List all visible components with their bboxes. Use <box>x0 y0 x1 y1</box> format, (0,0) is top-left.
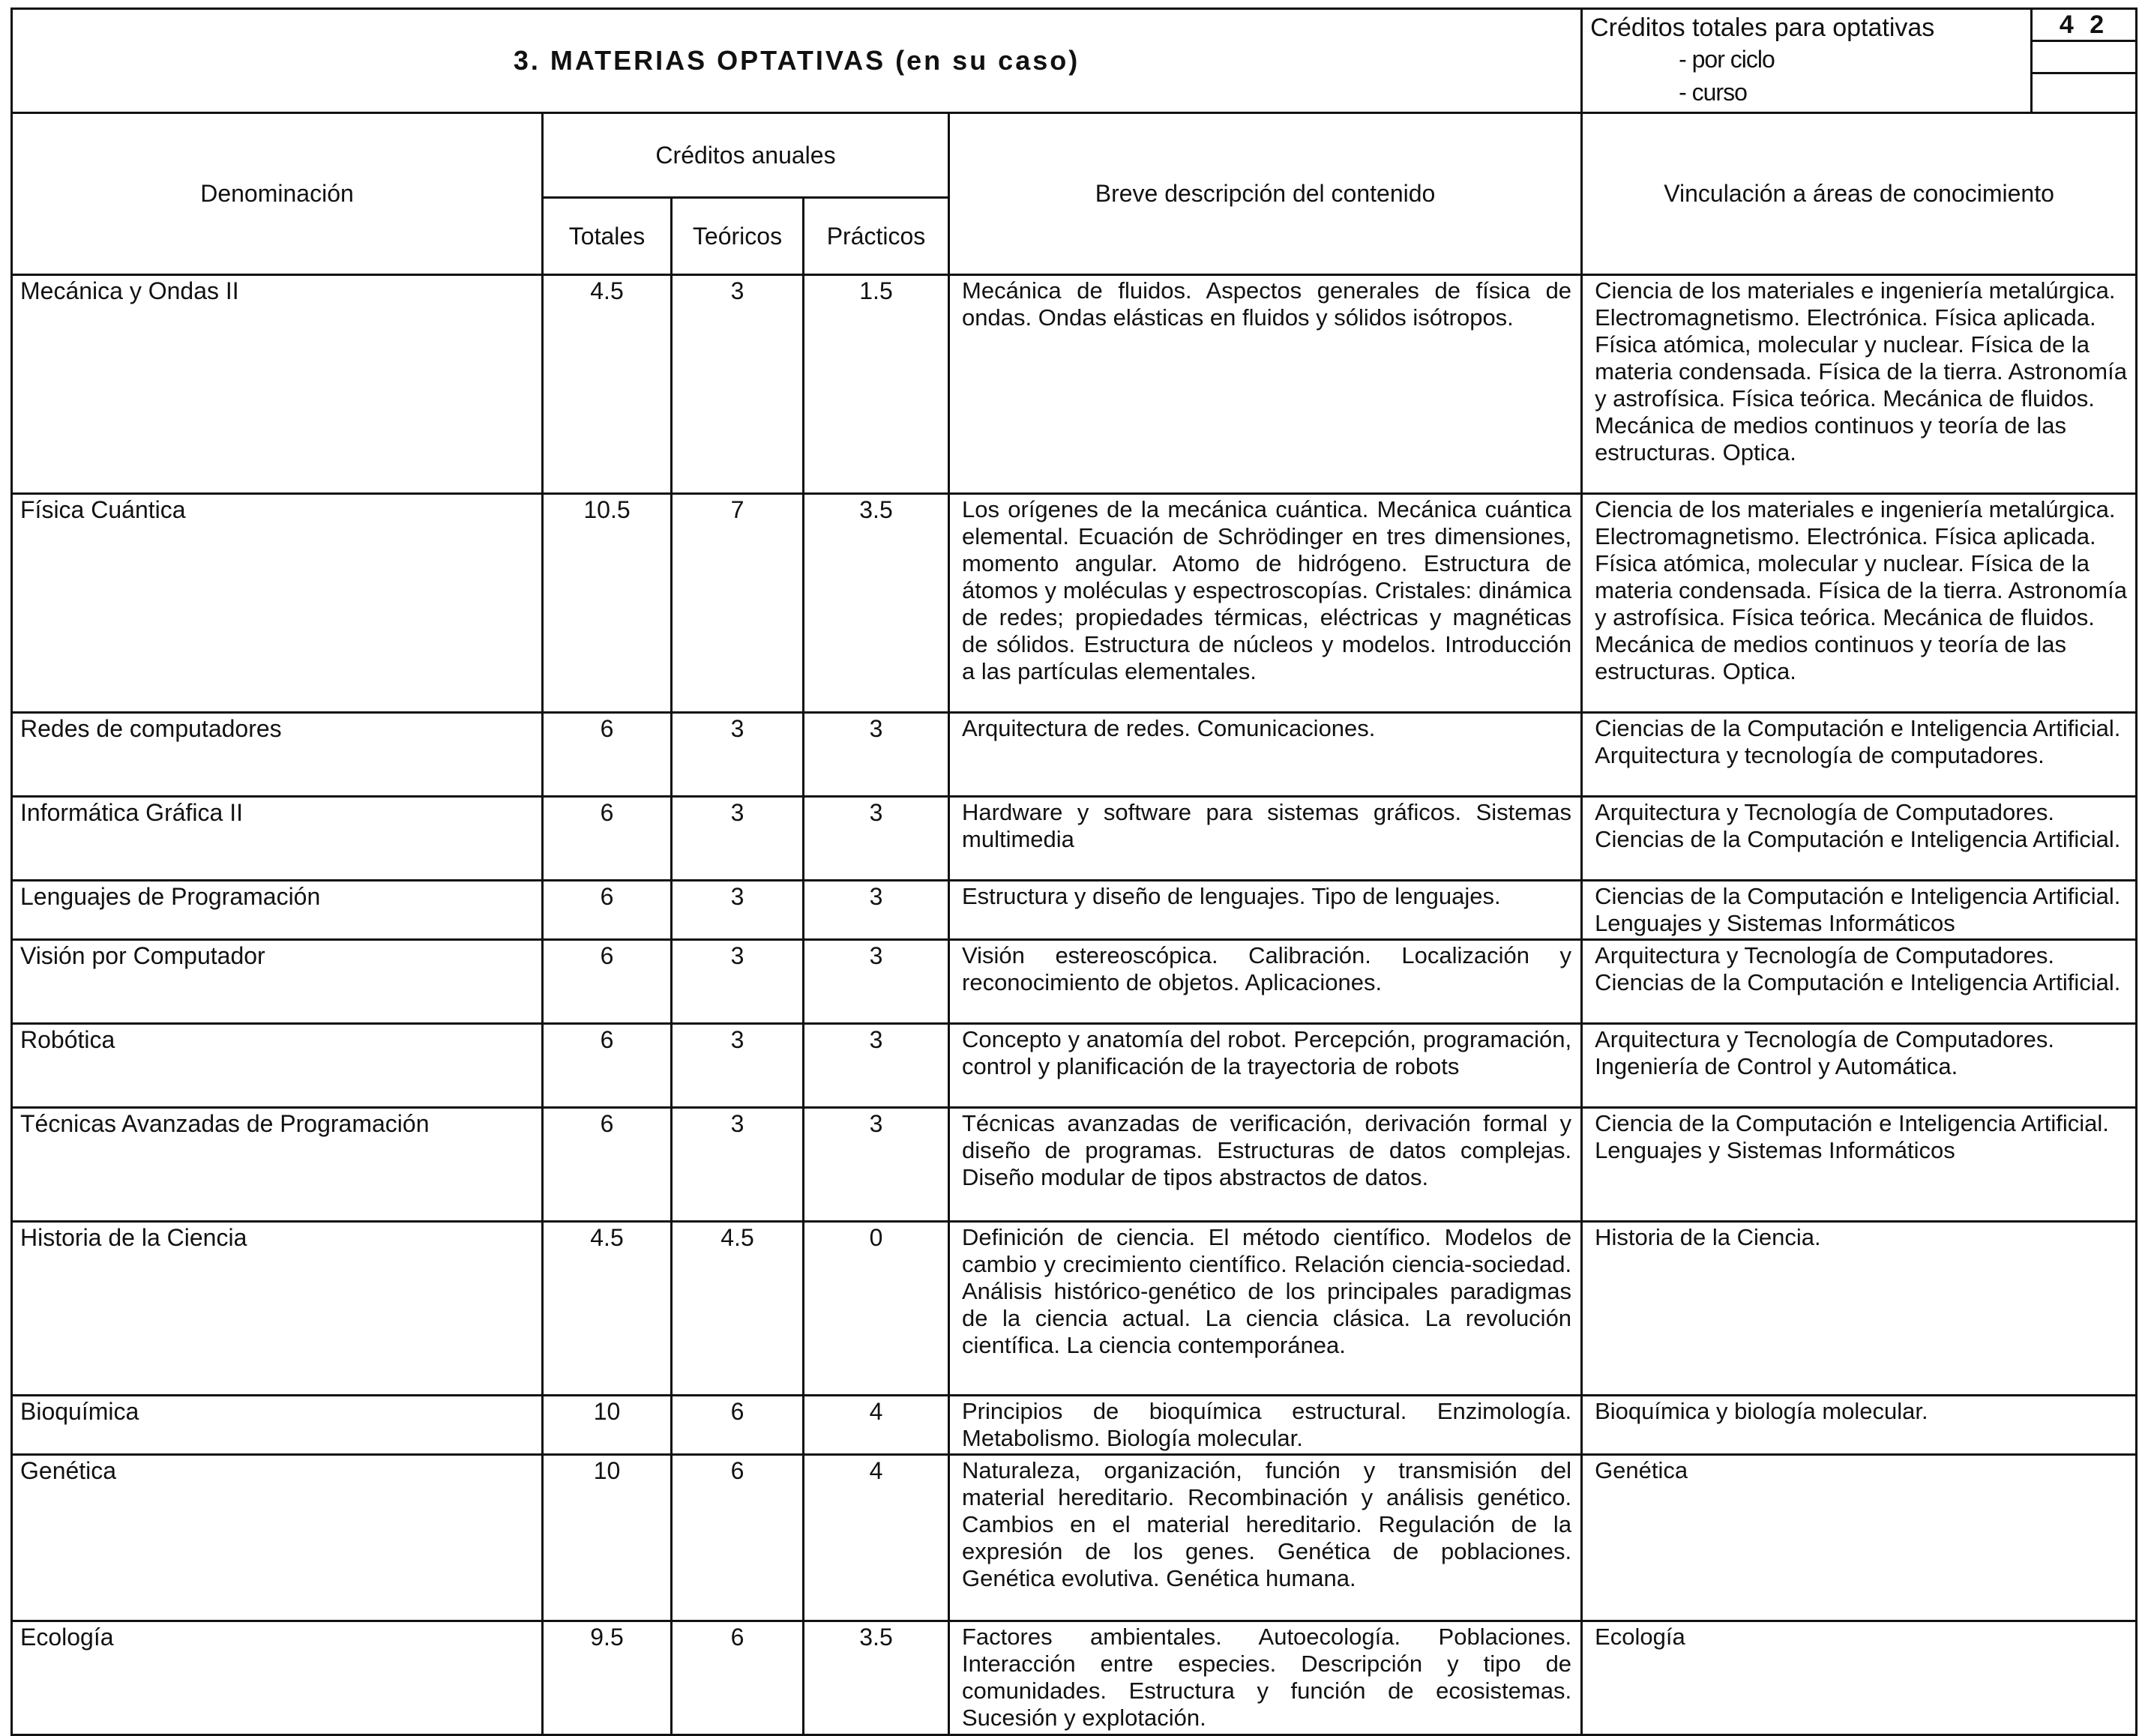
credits-practicos: 3 <box>804 940 949 1024</box>
knowledge-areas: Ciencia de los materiales e ingeniería metalúrgica. Electromagnetismo. Electrónica. Física aplicada. Física atómica, molecular y nuclear. Física de la materia condensada. Física de la tierra. Astronomía y astrofísica. Física teórica. Mecánica de fluidos. Mecánica de medios continuos y teoría de las estructuras. Optica. <box>1582 494 2137 713</box>
credits-totales: 6 <box>543 1024 672 1108</box>
document-page <box>10 7 2135 1736</box>
subject-description: Técnicas avanzadas de verificación, derivación formal y diseño de programas. Estructuras de datos complejas. Diseño modular de tipos abstractos de datos. <box>949 1108 1582 1222</box>
col-teoricos <box>672 198 804 275</box>
table-row <box>12 940 2137 1024</box>
credits-totales: 4.5 <box>543 1222 672 1396</box>
col-denominacion <box>12 113 543 275</box>
title-text: 3. MATERIAS OPTATIVAS (en su caso) <box>513 45 1080 76</box>
table-row <box>12 713 2137 797</box>
credits-teoricos: 6 <box>672 1455 804 1621</box>
credits-totales: 10 <box>543 1455 672 1621</box>
subject-name: Robótica <box>12 1024 543 1108</box>
por-ciclo-value <box>2033 42 2135 74</box>
credits-label: Créditos totales para optativas <box>1590 13 1935 42</box>
credits-totales: 6 <box>543 1108 672 1222</box>
credits-teoricos: 7 <box>672 494 804 713</box>
credits-practicos: 4 <box>804 1455 949 1621</box>
col-vinculacion <box>1582 113 2137 275</box>
table-row <box>12 1024 2137 1108</box>
table-row <box>12 1396 2137 1455</box>
credits-summary <box>1582 9 2032 113</box>
credits-teoricos: 4.5 <box>672 1222 804 1396</box>
credits-practicos: 3 <box>804 713 949 797</box>
credits-total-value: 4 2 <box>2033 10 2135 42</box>
col-totales <box>543 198 672 275</box>
subject-description: Hardware y software para sistemas gráficos. Sistemas multimedia <box>949 797 1582 881</box>
credits-totales: 6 <box>543 797 672 881</box>
table-row <box>12 881 2137 940</box>
subject-description: Arquitectura de redes. Comunicaciones. <box>949 713 1582 797</box>
credits-totales: 9.5 <box>543 1621 672 1735</box>
knowledge-areas: Ciencias de la Computación e Inteligencia Artificial. Arquitectura y tecnología de computadores. <box>1582 713 2137 797</box>
subject-name: Técnicas Avanzadas de Programación <box>12 1108 543 1222</box>
credits-totales: 6 <box>543 713 672 797</box>
subject-description: Definición de ciencia. El método científico. Modelos de cambio y crecimiento científico. Relación ciencia-sociedad. Análisis histórico-genético de los principales paradigmas de la ciencia actual. La ciencia clásica. La revolución científica. La ciencia contemporánea. <box>949 1222 1582 1396</box>
credits-teoricos: 3 <box>672 797 804 881</box>
col-practicos-label: Prácticos <box>826 222 926 250</box>
subject-name: Ecología <box>12 1621 543 1735</box>
credits-practicos: 4 <box>804 1396 949 1455</box>
knowledge-areas: Ciencia de la Computación e Inteligencia Artificial. Lenguajes y Sistemas Informáticos <box>1582 1108 2137 1222</box>
table-row <box>12 1621 2137 1735</box>
subject-name: Bioquímica <box>12 1396 543 1455</box>
subject-description: Concepto y anatomía del robot. Percepción, programación, control y planificación de la trayectoria de robots <box>949 1024 1582 1108</box>
col-descripcion-label: Breve descripción del contenido <box>1095 180 1436 207</box>
table-row <box>12 1222 2137 1396</box>
knowledge-areas: Arquitectura y Tecnología de Computadores. Ingeniería de Control y Automática. <box>1582 1024 2137 1108</box>
credits-practicos: 0 <box>804 1222 949 1396</box>
subject-name: Genética <box>12 1455 543 1621</box>
subject-description: Principios de bioquímica estructural. Enzimología. Metabolismo. Biología molecular. <box>949 1396 1582 1455</box>
subject-name: Lenguajes de Programación <box>12 881 543 940</box>
subject-description: Naturaleza, organización, función y transmisión del material hereditario. Recombinación y análisis genético. Cambios en el material hereditario. Regulación de la expresión de los genes. Genética de poblaciones. Genética evolutiva. Genética humana. <box>949 1455 1582 1621</box>
knowledge-areas: Ecología <box>1582 1621 2137 1735</box>
col-teoricos-label: Teóricos <box>692 222 783 250</box>
credits-totales: 6 <box>543 881 672 940</box>
credits-totales: 10.5 <box>543 494 672 713</box>
por-ciclo-label: - por ciclo <box>1679 46 1775 73</box>
page-title <box>12 9 1582 113</box>
col-totales-label: Totales <box>568 222 646 250</box>
col-denominacion-label: Denominación <box>200 180 354 207</box>
col-creditos-anuales <box>543 113 949 198</box>
subject-description: Estructura y diseño de lenguajes. Tipo de lenguajes. <box>949 881 1582 940</box>
credits-teoricos: 3 <box>672 1024 804 1108</box>
column-header-row <box>12 113 2137 198</box>
optativas-table <box>10 7 2138 1736</box>
subject-name: Física Cuántica <box>12 494 543 713</box>
curso-value <box>2033 74 2135 104</box>
table-row <box>12 1455 2137 1621</box>
credits-teoricos: 3 <box>672 713 804 797</box>
credits-teoricos: 6 <box>672 1396 804 1455</box>
subject-description: Los orígenes de la mecánica cuántica. Mecánica cuántica elemental. Ecuación de Schrödinger en tres dimensiones, momento angular. Atomo de hidrógeno. Estructura de átomos y moléculas y espectroscopías. Cristales: dinámica de redes; propiedades térmicas, eléctricas y magnéticas de sólidos. Estructura de núcleos y modelos. Introducción a las partículas elementales. <box>949 494 1582 713</box>
knowledge-areas: Bioquímica y biología molecular. <box>1582 1396 2137 1455</box>
credits-totales: 6 <box>543 940 672 1024</box>
credits-teoricos: 3 <box>672 881 804 940</box>
subject-name: Historia de la Ciencia <box>12 1222 543 1396</box>
table-row <box>12 494 2137 713</box>
subject-description: Mecánica de fluidos. Aspectos generales de física de ondas. Ondas elásticas en fluidos y sólidos isótropos. <box>949 275 1582 494</box>
credits-values <box>2032 9 2137 113</box>
subject-name: Informática Gráfica II <box>12 797 543 881</box>
header-row <box>12 9 2137 113</box>
knowledge-areas: Historia de la Ciencia. <box>1582 1222 2137 1396</box>
credits-teoricos: 3 <box>672 940 804 1024</box>
col-vinculacion-label: Vinculación a áreas de conocimiento <box>1664 180 2054 207</box>
knowledge-areas: Ciencia de los materiales e ingeniería metalúrgica. Electromagnetismo. Electrónica. Física aplicada. Física atómica, molecular y nuclear. Física de la materia condensada. Física de la tierra. Astronomía y astrofísica. Física teórica. Mecánica de fluidos. Mecánica de medios continuos y teoría de las estructuras. Optica. <box>1582 275 2137 494</box>
knowledge-areas: Genética <box>1582 1455 2137 1621</box>
subject-description: Visión estereoscópica. Calibración. Localización y reconocimiento de objetos. Aplicaciones. <box>949 940 1582 1024</box>
credits-practicos: 3.5 <box>804 1621 949 1735</box>
knowledge-areas: Ciencias de la Computación e Inteligencia Artificial. Lenguajes y Sistemas Informáticos <box>1582 881 2137 940</box>
table-body <box>12 275 2137 1735</box>
subject-name: Mecánica y Ondas II <box>12 275 543 494</box>
col-descripcion <box>949 113 1582 275</box>
credits-teoricos: 6 <box>672 1621 804 1735</box>
col-creditos-anuales-label: Créditos anuales <box>655 141 836 169</box>
table-row <box>12 275 2137 494</box>
credits-teoricos: 3 <box>672 1108 804 1222</box>
credits-practicos: 3 <box>804 1108 949 1222</box>
credits-practicos: 1.5 <box>804 275 949 494</box>
credits-teoricos: 3 <box>672 275 804 494</box>
knowledge-areas: Arquitectura y Tecnología de Computadores. Ciencias de la Computación e Inteligencia Artificial. <box>1582 797 2137 881</box>
table-row <box>12 1108 2137 1222</box>
table-row <box>12 797 2137 881</box>
subject-description: Factores ambientales. Autoecología. Poblaciones. Interacción entre especies. Descripción y tipo de comunidades. Estructura y función de ecosistemas. Sucesión y explotación. <box>949 1621 1582 1735</box>
knowledge-areas: Arquitectura y Tecnología de Computadores. Ciencias de la Computación e Inteligencia Artificial. <box>1582 940 2137 1024</box>
subject-name: Visión por Computador <box>12 940 543 1024</box>
credits-practicos: 3 <box>804 1024 949 1108</box>
credits-totales: 4.5 <box>543 275 672 494</box>
credits-practicos: 3 <box>804 881 949 940</box>
curso-label: - curso <box>1679 79 1747 106</box>
subject-name: Redes de computadores <box>12 713 543 797</box>
credits-practicos: 3 <box>804 797 949 881</box>
credits-totales: 10 <box>543 1396 672 1455</box>
credits-practicos: 3.5 <box>804 494 949 713</box>
col-practicos <box>804 198 949 275</box>
